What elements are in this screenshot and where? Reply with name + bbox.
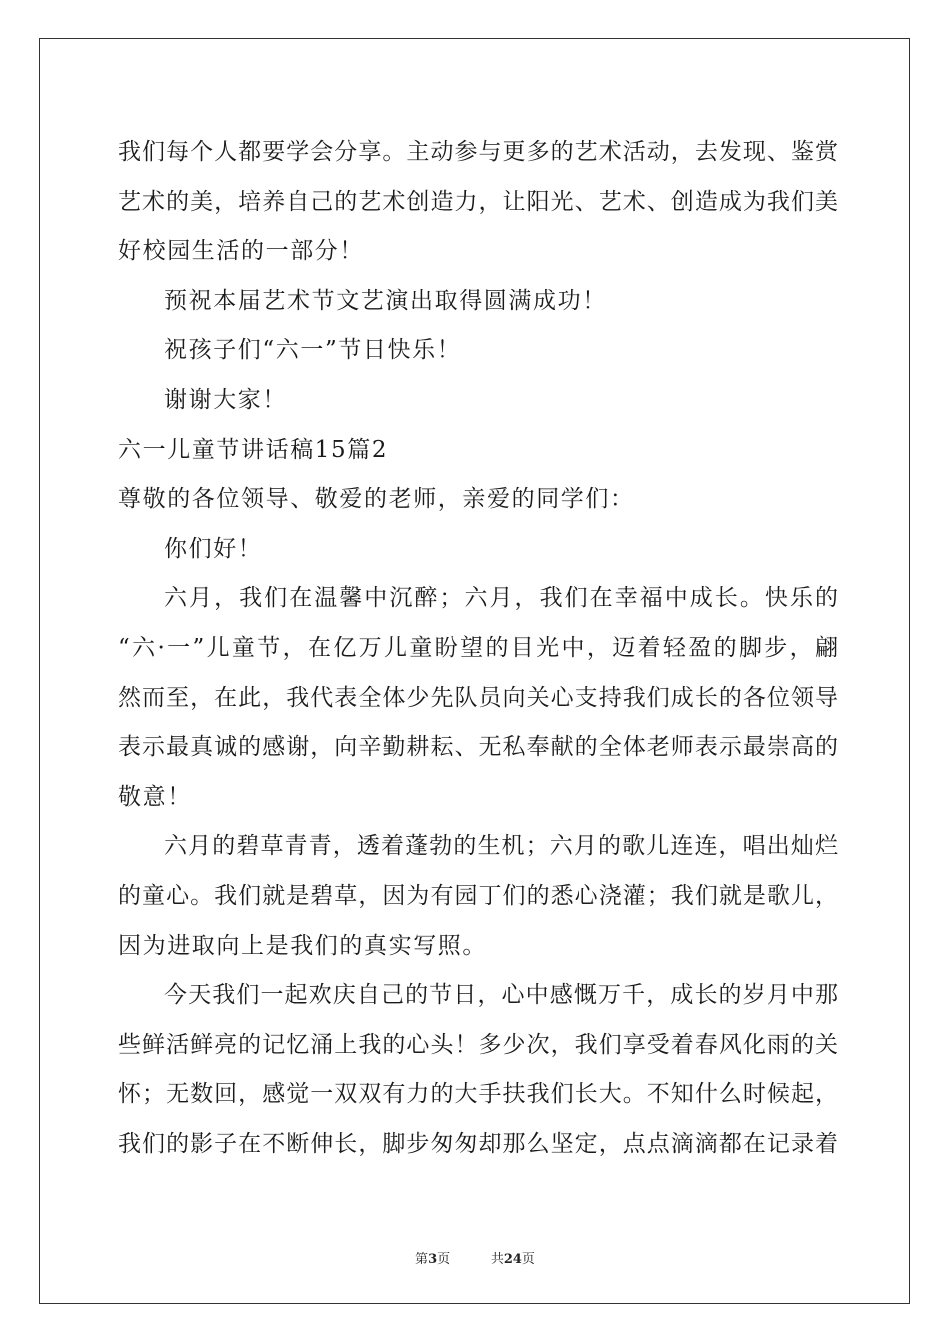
paragraph-line: 表示最真诚的感谢，向辛勤耕耘、无私奉献的全体老师表示最崇高的 xyxy=(118,734,838,761)
greeting: 你们好！ xyxy=(164,535,263,562)
paragraph-line: 敬意！ xyxy=(118,783,192,810)
page-footer xyxy=(0,1248,950,1267)
paragraph-line: 我们每个人都要学会分享。主动参与更多的艺术活动，去发现、鉴赏 xyxy=(118,139,838,165)
paragraph-line: 谢谢大家！ xyxy=(164,386,287,413)
paragraph-line: 六月的碧草青青，透着蓬勃的生机；六月的歌儿连连，唱出灿烂 xyxy=(164,833,838,860)
page-number: 第3页 xyxy=(415,1252,451,1267)
paragraph-line: 好校园生活的一部分！ xyxy=(118,238,364,265)
paragraph-line: 今天我们一起欢庆自己的节日，心中感慨万千，成长的岁月中那 xyxy=(164,982,838,1009)
paragraph-line: 六月，我们在温馨中沉醉；六月，我们在幸福中成长。快乐的 xyxy=(164,585,838,612)
page-total: 共24页 xyxy=(490,1252,535,1267)
document-body xyxy=(118,128,838,1169)
paragraph-line: 然而至，在此，我代表全体少先队员向关心支持我们成长的各位领导 xyxy=(118,684,838,711)
paragraph-line: 怀；无数回，感觉一双双有力的大手扶我们长大。不知什么时候起， xyxy=(118,1081,838,1108)
paragraph-line: “六·一”儿童节，在亿万儿童盼望的目光中，迈着轻盈的脚步，翩 xyxy=(118,634,838,661)
section-heading: 六一儿童节讲话稿15篇2 xyxy=(118,436,389,463)
paragraph-line: 些鲜活鲜亮的记忆涌上我的心头！多少次，我们享受着春风化雨的关 xyxy=(118,1031,838,1058)
paragraph-line: 我们的影子在不断伸长，脚步匆匆却那么坚定，点点滴滴都在记录着 xyxy=(118,1130,838,1157)
salutation: 尊敬的各位领导、敬爱的老师，亲爱的同学们： xyxy=(118,486,635,513)
paragraph-line: 祝孩子们“六一”节日快乐！ xyxy=(164,337,462,364)
paragraph-line: 因为进取向上是我们的真实写照。 xyxy=(118,932,487,959)
paragraph-line: 的童心。我们就是碧草，因为有园丁们的悉心浇灌；我们就是歌儿， xyxy=(118,882,838,909)
paragraph-line: 艺术的美，培养自己的艺术创造力，让阳光、艺术、创造成为我们美 xyxy=(118,188,838,215)
paragraph-line: 预祝本届艺术节文艺演出取得圆满成功！ xyxy=(164,287,607,314)
